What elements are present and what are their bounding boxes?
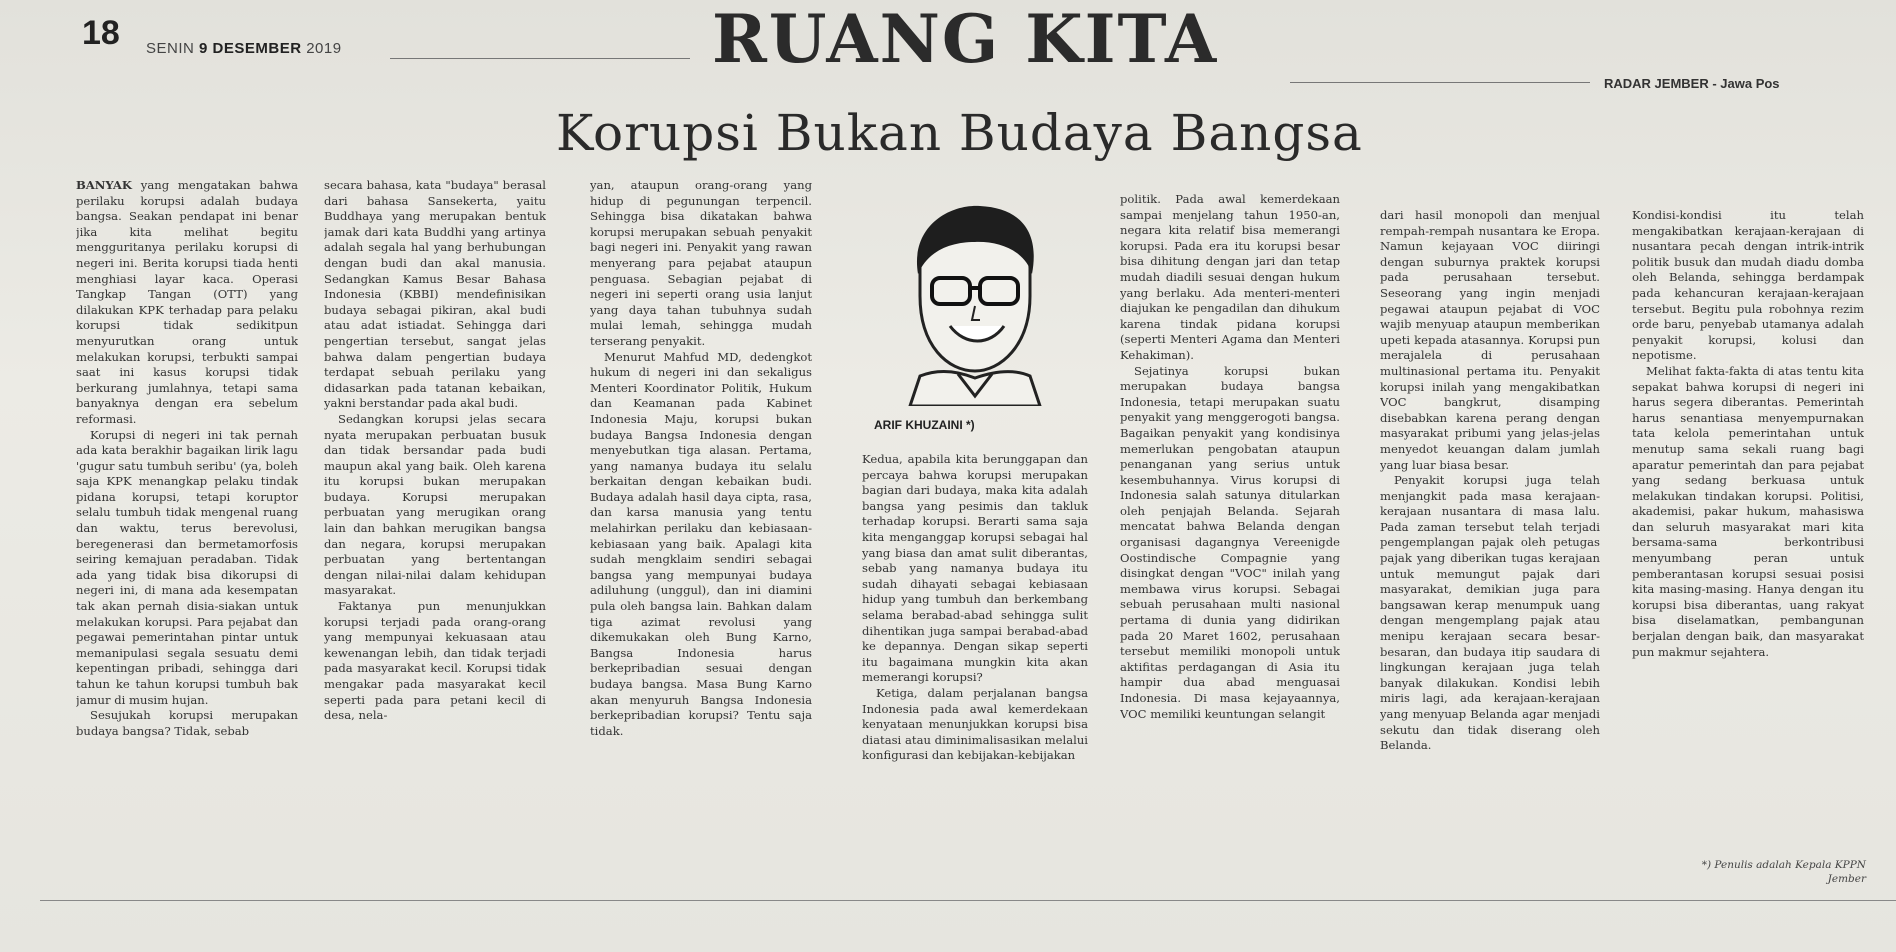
issue-year: 2019 (306, 40, 342, 57)
article-headline: Korupsi Bukan Budaya Bangsa (556, 104, 1363, 162)
page-number: 18 (82, 14, 120, 52)
article-column-3 (590, 178, 812, 878)
author-portrait-illustration (880, 196, 1066, 406)
section-title: RUANG KITA (712, 0, 1219, 78)
paragraph: dari hasil monopoli dan menjual rempah-rempah nusantara ke Eropa. Namun kejayaan VOC diiringi dengan suburnya praktek korupsi pada perusahaan tersebut. Seseorang yang ingin menjadi pegawai ataupun pejabat di VOC wajib menyuap ataupun memberikan upeti kepada atasannya. Korupsi pun merajalela di perusahaan multinasional pertama itu. Penyakit korupsi inilah yang mengakibatkan VOC bangkrut, disamping disebabkan karena perang dengan masyarakat pribumi yang jelas-jelas menyedot keuangan dalam jumlah yang luar biasa besar. (1380, 208, 1600, 472)
paragraph: secara bahasa, kata "budaya" berasal dari bahasa Sansekerta, yaitu Buddhaya yang merupakan bentuk jamak dari kata Buddhi yang artinya adalah segala hal yang berhubungan dengan budi dan akal manusia. Sedangkan Kamus Besar Bahasa Indonesia (KBBI) mendefinisikan budaya sebagai pikiran, akal budi atau adat istiadat. Sehingga dari pengertian tersebut, sangat jelas bahwa dalam pengertian budaya terdapat sebuah perilaku yang didasarkan pada tatanan kebaikan, yakni berstandar pada akal budi. (324, 178, 546, 411)
paragraph: Penyakit korupsi juga telah menjangkit pada masa kerajaan-kerajaan nusantara di masa lalu. Pada zaman tersebut telah terjadi pengemplangan pajak oleh petugas pajak yang diberikan tugas kerajaan untuk memungut pajak dari masyarakat, demikian juga para bangsawan kerap menumpuk uang dengan mengemplang pajak atau menipu kerajaan secara besar-besaran, dan budaya itip saudara di lingkungan kerajaan juga telah banyak dilakukan. Kondisi lebih miris lagi, ada kerajaan-kerajaan yang menyuap Belanda agar menjadi sekutu dan tidak diserang oleh Belanda. (1380, 473, 1600, 753)
paragraph-text: yang mengatakan bahwa perilaku korupsi adalah budaya bangsa. Seakan pendapat ini benar jika kita melihat begitu mengguritanya perilaku korupsi di negeri ini. Berita korupsi tiada henti menghiasi layar kaca. Operasi Tangkap Tangan (OTT) yang dilakukan KPK terhadap para pelaku korupsi tidak sedikitpun menyurutkan orang untuk melakukan korupsi, terbukti sampai saat ini kasus korupsi tidak berkurang jumlahnya, tetapi sama banyaknya dengan era sebelum reformasi. (76, 178, 298, 426)
paragraph: Melihat fakta-fakta di atas tentu kita sepakat bahwa korupsi di negeri ini harus segera diberantas. Pemerintah harus senantiasa menyempurnakan tata kelola pemerintahan untuk menutup sama sekali ruang bagi aparatur pemerintah dan para pejabat yang sedang berkuasa untuk melakukan tindakan korupsi. Politisi, akademisi, pakar hukum, mahasiswa dan seluruh masyarakat mari kita bersama-sama berkontribusi menyumbang peran untuk pemberantasan korupsi sesuai posisi kita masing-masing. Hanya dengan itu korupsi bisa diberantas, uang rakyat bisa diselamatkan, pembangunan berjalan dengan baik, dan masyarakat pun makmur sejahtera. (1632, 363, 1864, 659)
article-column-1 (76, 178, 298, 878)
article-column-6 (1380, 208, 1600, 908)
author-note: *) Penulis adalah Kepala KPPN Jember (1701, 859, 1866, 885)
paragraph (76, 178, 298, 428)
portrait-caption: ARIF KHUZAINI *) (874, 418, 975, 432)
article-column-4 (862, 452, 1088, 878)
header-rule-left (390, 58, 690, 59)
paragraph: Menurut Mahfud MD, dedengkot hukum di negeri ini dan sekaligus Menteri Koordinator Politik, Hukum dan Keamanan pada Kabinet Indonesia Maju, korupsi bukan budaya Bangsa Indonesia dengan menyebutkan tiga alasan. Pertama, yang namanya budaya itu selalu berkaitan dengan kebaikan budi. Budaya adalah hasil daya cipta, rasa, dan karsa manusia yang tentu melahirkan perilaku dan kebiasaan-kebiasaan yang baik. Apalagi kita sudah mengklaim sendiri sebagai bangsa yang mempunyai budaya adiluhung (unggul), dan ini diamini pula oleh bangsa lain. Bahkan dalam tiga azimat revolusi yang dikemukakan oleh Bung Karno, Bangsa Indonesia harus berkepribadian sesuai dengan budaya bangsa. Masa Bung Karno akan menyuruh Bangsa Indonesia berkepribadian korupsi? Tentu saja tidak. (590, 349, 812, 738)
article-column-2 (324, 178, 546, 878)
paragraph: Korupsi di negeri ini tak pernah ada kata berakhir bagaikan lirik lagu 'gugur satu tumbuh seribu' (ya, boleh saja KPK menangkap pelaku tindak pidana korupsi, tetapi koruptor selalu tumbuh tidak mengenal ruang dan waktu, terus berevolusi, beregenerasi dan bermetamorfosis seiring kemajuan peradaban. Tidak ada yang tidak bisa dikorupsi di negeri ini, di mana ada kesempatan tak akan pernah disia-siakan untuk melakukan korupsi. Para pejabat dan pegawai pemerintahan pintar untuk memanipulasi segala sesuatu demi kepentingan pribadi, sehingga dari tahun ke tahun korupsi tumbuh bak jamur di musim hujan. (76, 427, 298, 707)
issue-day: SENIN (146, 40, 195, 57)
paragraph: Sesujukah korupsi merupakan budaya bangsa? Tidak, sebab (76, 708, 298, 738)
paragraph: Ketiga, dalam perjalanan bangsa Indonesia pada awal kemerdekaan kenyataan menunjukkan korupsi bisa diatasi atau diminimalisasikan melalui konfigurasi dan kebijakan-kebijakan (862, 685, 1088, 763)
paragraph: Faktanya pun menunjukkan korupsi terjadi pada orang-orang yang mempunyai kekuasaan atau kewenangan lebih, dan tidak terjadi pada masyarakat kecil. Korupsi tidak mengakar pada masyarakat kecil seperti pada para petani kecil di desa, nela- (324, 599, 546, 723)
issue-date (146, 40, 342, 57)
header-rule-right (1290, 82, 1590, 83)
paragraph: Kondisi-kondisi itu telah mengakibatkan kerajaan-kerajaan di nusantara pecah dengan intrik-intrik politik busuk dan mudah diadu domba oleh Belanda, sehingga berdampak pada kehancuran kerajaan-kerajaan tersebut. Begitu pula robohnya rezim orde baru, penyebab utamanya adalah penyakit korupsi, kolusi dan nepotisme. (1632, 208, 1864, 363)
paper-name: RADAR JEMBER - Jawa Pos (1604, 76, 1780, 91)
lead-word: BANYAK (76, 178, 132, 192)
paragraph: Sedangkan korupsi jelas secara nyata merupakan perbuatan busuk dan tidak bersandar pada budi maupun akal yang baik. Oleh karena itu korupsi bukan merupakan budaya. Korupsi merupakan perbuatan yang merugikan orang lain dan bahkan merugikan bangsa dan negara, korupsi merupakan perbuatan yang bertentangan dengan nilai-nilai dalam kehidupan masyarakat. (324, 411, 546, 598)
issue-date-value: 9 DESEMBER (199, 40, 302, 57)
paragraph: Kedua, apabila kita berunggapan dan percaya bahwa korupsi merupakan bagian dari budaya, maka kita adalah bangsa yang pesimis dan takluk terhadap korupsi. Berarti sama saja kita menganggap korupsi sebagai hal yang biasa dan amat sulit diberantas, sebab yang namanya budaya itu sudah dihayati sebagai kebiasaan hidup yang tumbuh dan berkembang selama berabad-abad sehingga sulit dihentikan juga sampai berabad-abad ke depannya. Dengan sikap seperti itu bagaimana mungkin kita akan memerangi korupsi? (862, 452, 1088, 685)
article-column-5 (1120, 192, 1340, 892)
paragraph: yan, ataupun orang-orang yang hidup di pegunungan terpencil. Sehingga bisa dikatakan bahwa korupsi merupakan sebuah penyakit bagi negeri ini. Penyakit yang rawan menyerang para pejabat ataupun penguasa. Sebagian pejabat di negeri ini seperti orang usia lanjut yang daya tahan tubuhnya sudah mulai lemah, sehingga mudah terserang penyakit. (590, 178, 812, 348)
footer-rule (40, 900, 1896, 901)
paragraph: Sejatinya korupsi bukan merupakan budaya bangsa Indonesia, tetapi merupakan suatu penyakit yang menggerogoti bangsa. Bagaikan penyakit yang kondisinya memerlukan pengobatan ataupun penanganan yang serius untuk kesembuhannya. Virus korupsi di Indonesia salah satunya ditularkan oleh penjajah Belanda. Sejarah mencatat bahwa Belanda dengan organisasi dagangnya Vereenigde Oostindische Compagnie yang disingkat dengan "VOC" inilah yang membawa virus korupsi. Sebagai sebuah perusahaan multi nasional pertama di dunia yang didirikan pada 20 Maret 1602, perusahaan tersebut memiliki monopoli untuk aktifitas perdagangan di Asia itu hampir dua abad menguasai Indonesia. Di masa kejayaannya, VOC memiliki keuntungan selangit (1120, 363, 1340, 721)
paragraph: politik. Pada awal kemerdekaan sampai menjelang tahun 1950-an, negara kita relatif bisa memerangi korupsi. Pada era itu korupsi besar bisa dihitung dengan jari dan tetap mudah diadili sesuai dengan hukum yang berlaku. Ada menteri-menteri diajukan ke pengadilan dan dihukum karena tindak pidana korupsi (seperti Menteri Agama dan Menteri Kehakiman). (1120, 192, 1340, 362)
article-column-7 (1632, 208, 1864, 848)
